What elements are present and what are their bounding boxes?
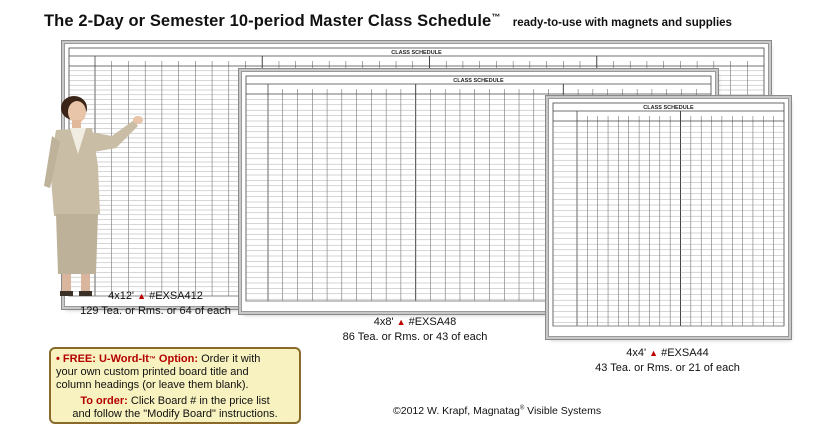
board-heading: CLASS SCHEDULE [391,50,442,56]
board-4x4[interactable] [548,98,789,337]
order-text-2: and follow the "Modify Board" instructions. [72,408,278,420]
title-subtitle: ready-to-use with magnets and supplies [512,17,732,29]
free-text-1: Order it with [198,353,261,365]
free-text-3: column headings (or leave them blank). [56,379,249,391]
presenter-figure [34,96,144,296]
board-heading: CLASS SCHEDULE [453,78,504,84]
free-trademark: ™ [148,356,156,363]
board-4x8-capacity: 86 Tea. or Rms. or 43 of each [342,331,488,343]
copyright [393,405,601,417]
up-arrow-icon: ▲ [649,348,659,358]
board-4x12-caption [78,289,233,319]
order-text-1: Click Board # in the price list [127,395,270,407]
order-label: To order: [80,395,128,407]
board-4x4-model-link[interactable]: #EXSA44 [661,347,709,359]
board-heading: CLASS SCHEDULE [643,105,694,111]
registered-mark: ® [519,405,525,412]
board-4x4-size: 4x4' [626,347,647,359]
title-text: The 2-Day or Semester 10-period Master Class Schedule [44,12,492,30]
board-4x12-size: 4x12' [108,290,135,302]
free-text-2: your own custom printed board title and [56,366,249,378]
board-4x8-size: 4x8' [373,316,394,328]
free-option: Option: [155,353,199,365]
title-trademark: ™ [491,12,501,22]
board-4x4-caption [585,346,750,376]
board-4x4-grid [549,99,788,336]
copyright-pre: ©2012 W. Krapf, Magnatag [393,405,520,417]
page-title [44,12,732,31]
copyright-post: Visible Systems [524,405,602,417]
board-4x12-capacity: 129 Tea. or Rms. or 64 of each [80,305,231,317]
up-arrow-icon: ▲ [396,317,406,327]
free-label: • FREE: U-Word-It [56,353,149,365]
up-arrow-icon: ▲ [137,291,147,301]
free-option-box [49,347,301,424]
board-4x12-model-link[interactable]: #EXSA412 [149,290,203,302]
board-4x8-caption [330,315,500,345]
board-4x8-model-link[interactable]: #EXSA48 [408,316,457,328]
board-4x4-capacity: 43 Tea. or Rms. or 21 of each [595,362,740,374]
